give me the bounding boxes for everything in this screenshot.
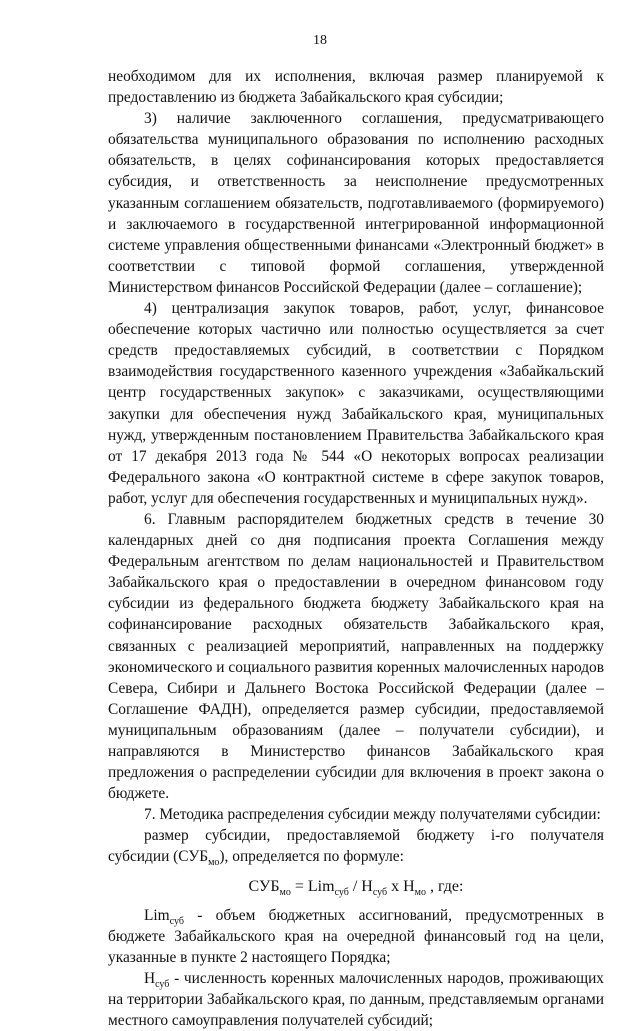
formula-equals: = <box>290 877 308 895</box>
paragraph-item-4: 4) централизация закупок товаров, работ, услуг, финансовое обеспечение которых частично или полностью осуществляется за счет средств предоставляемых субсидий, в соответствии с Порядком взаимодействия государственного казенного учреждения «Забайкальский центр государственных закупок» с заказчиками, осуществляющими закупки для обеспечения нужд Забайкальского края, муниципальных нужд, утвержденным постановлением Правительства Забайкальского края от 17 декабря 2013 года № 544 «О некоторых вопросах реализации Федерального закона «О контрактной системе в сфере закупок товаров, работ, услуг для обеспечения государственных и муниципальных нужд». <box>108 300 604 507</box>
definition-h-text: - численность коренных малочисленных народов, проживающих на территории Забайкальского края, по данным, представляемым органами местного самоуправления получателей субсидий; <box>108 969 604 1030</box>
formula-h2-index: мо <box>414 886 426 898</box>
definition-lim <box>108 905 604 968</box>
formula-times: х <box>387 877 404 895</box>
definition-lim-index: суб <box>169 915 184 927</box>
paragraph-continuation: необходимом для их исполнения, включая размер планируемой к предоставлению из бюджета Забайкальского края субсидии; <box>108 68 604 107</box>
formula-intro-tail: ), определяется по формуле: <box>219 848 404 866</box>
formula-intro-text: размер субсидии, предоставляемой бюджету i-го получателя субсидии (СУБ <box>108 827 604 866</box>
page-number: 18 <box>313 33 327 48</box>
paragraph-section-7: 7. Методика распределения субсидии между получателями субсидии: <box>144 806 601 824</box>
formula-h1: Н <box>361 877 373 895</box>
paragraph-formula-intro <box>108 825 604 867</box>
definition-h-index: суб <box>155 979 170 991</box>
formula-h2: Н <box>403 877 415 895</box>
paragraph-section-6: 6. Главным распорядителем бюджетных средств в течение 30 календарных дней со дня подписания проекта Соглашения между Федеральным агентством по делам национальностей и Правительством Забайкальского края о предоставлении в очередном финансовом году субсидии из федерального бюджета бюджету Забайкальского края на софинансирование расходных обязательств Забайкальского края, связанных с реализацией мероприятий, направленных на поддержку экономического и социального развития коренных малочисленных народов Севера, Сибири и Дальнего Востока Российской Федерации (далее – Соглашение ФАДН), определяется размер субсидии, предоставляемой муниципальным образованиям (далее – получатели субсидии), и направляются в Министерство финансов Забайкальского края предложения о распределении субсидии для включения в проект закона о бюджете. <box>108 510 604 803</box>
formula-sub-name-index: мо <box>279 886 291 898</box>
formula-tail: , где: <box>426 877 464 895</box>
formula <box>108 876 604 897</box>
formula-lim-index: суб <box>334 886 349 898</box>
formula-divide: / <box>348 877 362 895</box>
formula-h1-index: суб <box>372 886 388 898</box>
document-body <box>108 66 604 1031</box>
definition-h <box>108 968 604 1031</box>
definition-lim-symbol: Lim <box>144 906 170 924</box>
definition-h-symbol: Н <box>144 969 156 987</box>
formula-intro-subscript: мо <box>208 857 220 869</box>
formula-lim: Lim <box>307 877 335 895</box>
formula-sub-name: СУБ <box>248 877 280 895</box>
paragraph-item-3: 3) наличие заключенного соглашения, предусматривающего обязательства муниципального образования по исполнению расходных обязательств, в целях софинансирования которых предоставляется субсидия, и ответственность за неисполнение предусмотренных указанным соглашением обязательств, подготавливаемого (формируемого) и заключаемого в государственной интегрированной информационной системе управления общественными финансами «Электронный бюджет» в соответствии с типовой формой соглашения, утвержденной Министерством финансов Российской Федерации (далее – соглашение); <box>108 110 604 296</box>
definition-lim-text: - объем бюджетных ассигнований, предусмотренных в бюджете Забайкальского края на очередной финансовый год на цели, указанные в пункте 2 настоящего Порядка; <box>108 906 604 966</box>
